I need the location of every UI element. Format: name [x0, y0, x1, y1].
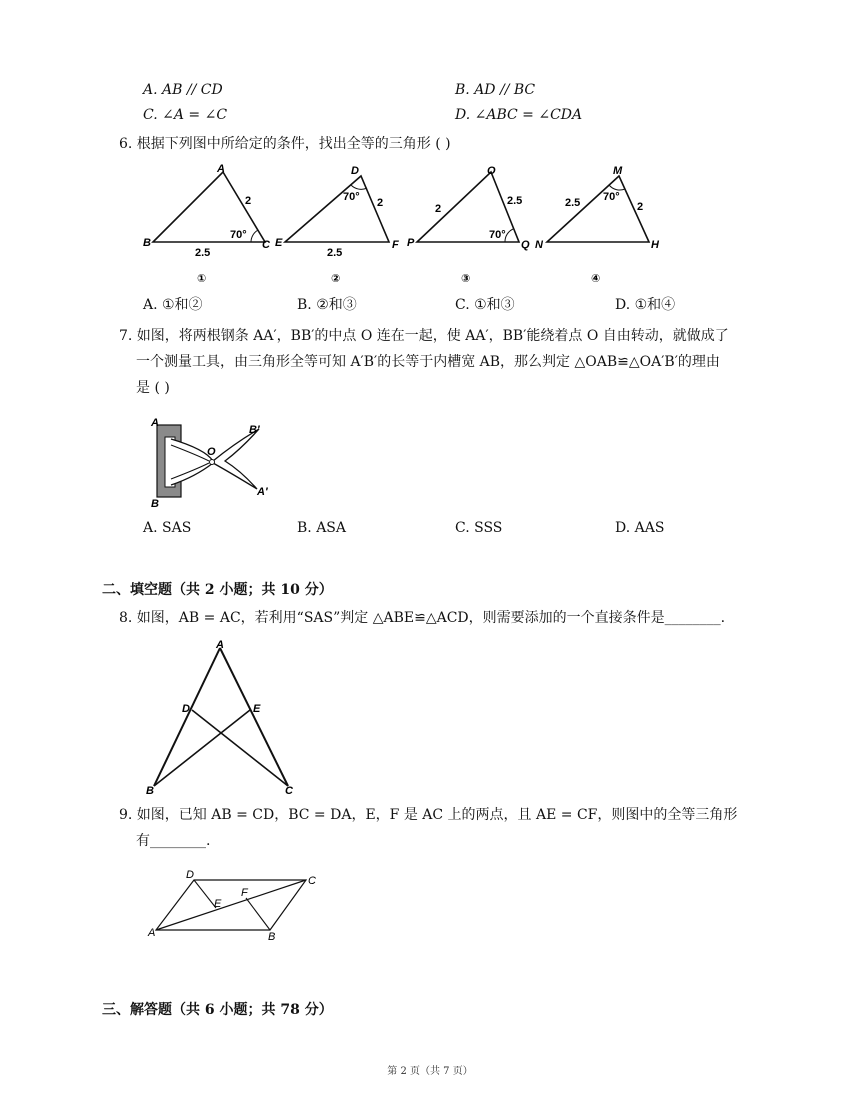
q6-vertex-o: O [487, 165, 496, 177]
q5-option-a: A. AB // CD [143, 82, 223, 98]
q6-vertex-f: F [392, 239, 399, 251]
q5-option-c: C. ∠A = ∠C [143, 107, 228, 123]
q7-figure [145, 415, 285, 515]
q9-label-e: E [214, 898, 222, 910]
q6-side-df: 2 [377, 197, 384, 209]
q6-option-a: A. ①和② [143, 297, 203, 313]
q6-caption-3: ③ [461, 273, 471, 285]
q6-figures [135, 160, 695, 290]
q6-caption-1: ① [197, 273, 207, 285]
q6-side-op: 2 [435, 203, 442, 215]
q7-label-b-prime: B′ [249, 424, 260, 436]
q6-vertex-d: D [351, 165, 359, 177]
q6-caption-4: ④ [591, 273, 601, 285]
q6-angle-m: 70° [603, 191, 620, 203]
q9-label-d: D [186, 869, 194, 881]
q6-vertex-h: H [651, 239, 659, 251]
q6-vertex-b: B [143, 237, 151, 249]
q6-vertex-m: M [613, 165, 623, 177]
page-footer: 第 2 页（共 7 页） [387, 1066, 473, 1077]
q6-side-bc: 2.5 [195, 247, 211, 259]
q8-label-e: E [253, 703, 261, 715]
q7-option-b: B. ASA [297, 520, 346, 536]
q6-angle-q: 70° [489, 229, 506, 241]
q7-line-2: 一个测量工具，由三角形全等可知 A′B′的长等于内槽宽 AB，那么判定 △OAB≌△OA′B′的理由 [136, 354, 720, 370]
q8-label-c: C [285, 785, 293, 797]
q6-stem: 6. 根据下列图中所给定的条件，找出全等的三角形 ( ) [119, 136, 451, 152]
q6-side-ef: 2.5 [327, 247, 343, 259]
q7-option-d: D. AAS [615, 520, 665, 536]
q6-option-c: C. ①和③ [455, 297, 515, 313]
q6-caption-2: ② [331, 273, 341, 285]
q9-label-b: B [268, 931, 276, 943]
q6-vertex-e: E [275, 237, 283, 249]
q6-side-mn: 2.5 [565, 197, 581, 209]
q7-option-c: C. SSS [455, 520, 503, 536]
q5-option-b: B. AD // BC [455, 82, 536, 98]
q6-triangle-3 [407, 165, 530, 285]
q6-option-b: B. ②和③ [297, 297, 357, 313]
q8-stem: 8. 如图，AB = AC，若利用“SAS”判定 △ABE≌△ACD，则需要添加的一个直接条件是________. [119, 610, 726, 626]
q6-side-oq: 2.5 [507, 195, 523, 207]
q7-line-3: 是 ( ) [136, 380, 170, 396]
q7-line-1: 7. 如图，将两根钢条 AA′，BB′的中点 O 连在一起，使 AA′，BB′能绕着点 O 自由转动，就做成了 [119, 328, 729, 344]
q7-label-o: O [207, 446, 216, 458]
q8-label-b: B [146, 785, 154, 797]
q6-vertex-a: A [217, 163, 225, 175]
q9-line-1: 9. 如图，已知 AB = CD，BC = DA，E，F 是 AC 上的两点，且 AE = CF，则图中的全等三角形 [119, 807, 738, 823]
section-2-heading: 二、填空题（共 2 小题；共 10 分） [102, 582, 333, 598]
q6-vertex-c: C [262, 239, 270, 251]
q6-triangle-4 [535, 165, 660, 285]
q9-label-a: A [148, 927, 156, 939]
q7-label-a-prime: A′ [257, 486, 268, 498]
q6-vertex-q: Q [521, 239, 530, 251]
q6-angle-d: 70° [343, 191, 360, 203]
q7-label-a: A [151, 417, 159, 429]
q8-label-a: A [216, 639, 224, 651]
q8-figure [140, 638, 300, 798]
q6-side-ac: 2 [245, 195, 252, 207]
q7-option-a: A. SAS [143, 520, 192, 536]
q8-label-d: D [182, 703, 190, 715]
q6-side-mh: 2 [637, 201, 644, 213]
q5-option-d: D. ∠ABC = ∠CDA [455, 107, 583, 123]
q6-triangle-2 [275, 165, 399, 285]
q9-figure [140, 862, 340, 952]
q6-angle-c: 70° [230, 229, 247, 241]
q6-option-d: D. ①和④ [615, 297, 676, 313]
q9-label-f: F [241, 887, 248, 899]
q9-line-2: 有________. [136, 833, 211, 849]
section-3-heading: 三、解答题（共 6 小题；共 78 分） [102, 1002, 333, 1018]
q7-label-b: B [151, 498, 159, 510]
q6-vertex-p: P [407, 237, 415, 249]
q6-triangle-1 [143, 163, 271, 285]
q6-vertex-n: N [535, 239, 543, 251]
q9-label-c: C [308, 875, 316, 887]
